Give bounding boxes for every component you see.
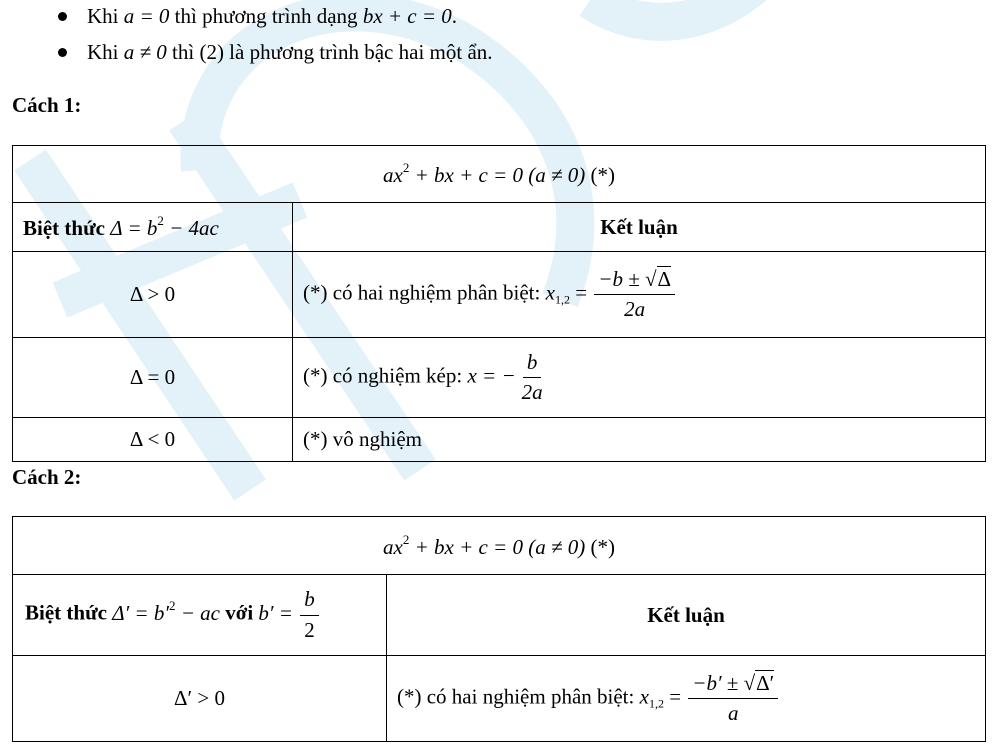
subscript: 1,2: [554, 292, 570, 307]
table-header-row: [13, 575, 986, 656]
numerator: [523, 350, 542, 378]
fraction: [688, 671, 778, 726]
numerator: −b ± √Δ: [594, 267, 675, 295]
math-expression: − ac: [175, 600, 220, 625]
equals-sign: =: [663, 684, 687, 709]
denominator: [724, 699, 743, 726]
subscript: 1,2: [648, 696, 664, 711]
exponent: 2: [157, 213, 164, 228]
denominator: [620, 295, 649, 322]
conclusion-cell: [293, 338, 986, 418]
math-expression: −b′ ±: [692, 670, 744, 695]
math-expression: 2a: [521, 380, 543, 404]
fraction: [300, 587, 319, 642]
denominator: 2: [304, 617, 315, 642]
conclusion-cell: [387, 656, 986, 742]
table-row: [13, 146, 986, 203]
condition-cell: Δ′ > 0: [13, 656, 387, 742]
equation-cell: [13, 517, 986, 575]
conclusion-text: (*) có hai nghiệm phân biệt:: [303, 280, 546, 305]
exponent: 2: [402, 531, 410, 547]
condition-cell: Δ < 0: [13, 418, 293, 462]
header-label: Biệt thức: [25, 600, 113, 625]
table-header-row: [13, 203, 986, 252]
bullet-text: thì (2) là phương trình bậc hai một ẩn.: [166, 39, 493, 64]
math-expression: + bx + c = 0: [409, 163, 529, 187]
math-expression: x: [545, 280, 555, 305]
denominator: [518, 378, 547, 405]
math-expression: x: [639, 684, 649, 709]
discriminant-table-1: [12, 145, 986, 462]
section-heading-method-2: Cách 2:: [12, 465, 82, 489]
exponent: 2: [168, 597, 176, 613]
math-condition: (a ≠ 0): [528, 534, 586, 559]
math-condition: (a ≠ 0): [528, 163, 586, 187]
conclusion-cell: [293, 252, 986, 338]
condition-cell: Δ = 0: [13, 338, 293, 418]
column-header-conclusion: Kết luận: [293, 203, 986, 252]
numerator: −b′ ± √Δ′: [688, 671, 778, 699]
section-heading-method-1: Cách 1:: [12, 93, 82, 117]
math-expression: b′ =: [258, 600, 299, 625]
bullet-dot-icon: [58, 48, 67, 57]
conclusion-cell: (*) vô nghiệm: [293, 418, 986, 462]
math-expression: b: [304, 587, 315, 612]
math-expression: ax: [383, 534, 403, 559]
equation-cell: [13, 146, 986, 203]
conclusion-text: (*) có hai nghiệm phân biệt:: [397, 684, 640, 709]
math-expression: b: [526, 349, 538, 374]
math-expression: − 4ac: [163, 216, 219, 240]
math-expression: x = −: [467, 363, 516, 388]
math-expression: a = 0: [123, 3, 170, 28]
math-expression: −b ±: [598, 266, 645, 291]
table-row: [13, 517, 986, 575]
math-expression: Δ = b: [110, 216, 158, 240]
bullet-text: Khi: [87, 39, 124, 64]
math-expression: Δ′ = b′: [112, 600, 169, 625]
header-label: Biệt thức: [23, 216, 111, 240]
discriminant-table-2: [12, 516, 986, 742]
math-expression: ax: [383, 163, 403, 187]
sqrt-radicand: Δ′: [756, 670, 775, 695]
bullet-text: thì phương trình dạng: [169, 3, 363, 28]
conclusion-text: (*) có nghiệm kép:: [303, 363, 468, 388]
bullet-dot-icon: [58, 12, 67, 21]
punctuation: .: [451, 3, 458, 28]
table-row: [13, 418, 986, 462]
numerator: [300, 587, 319, 615]
table-row: [13, 252, 986, 338]
fraction: [518, 350, 547, 405]
condition-cell: Δ > 0: [13, 252, 293, 338]
bullet-text: Khi: [87, 3, 124, 28]
math-expression: a ≠ 0: [123, 39, 167, 64]
math-expression: a: [728, 701, 739, 725]
equation-tag: (*): [585, 534, 615, 559]
fraction: [594, 267, 675, 322]
column-header-conclusion: Kết luận: [387, 575, 986, 656]
sqrt-radicand: Δ: [657, 266, 672, 291]
header-label: với: [219, 600, 259, 625]
column-header-discriminant: [13, 203, 293, 252]
table-row: [13, 338, 986, 418]
table-row: [13, 656, 986, 742]
column-header-discriminant: [13, 575, 387, 656]
math-expression: 2a: [624, 297, 646, 321]
equals-sign: =: [569, 280, 593, 305]
math-expression: bx + c = 0: [362, 3, 452, 28]
exponent: 2: [402, 160, 410, 175]
math-expression: + bx + c = 0: [409, 534, 529, 559]
equation-tag: (*): [585, 163, 615, 187]
